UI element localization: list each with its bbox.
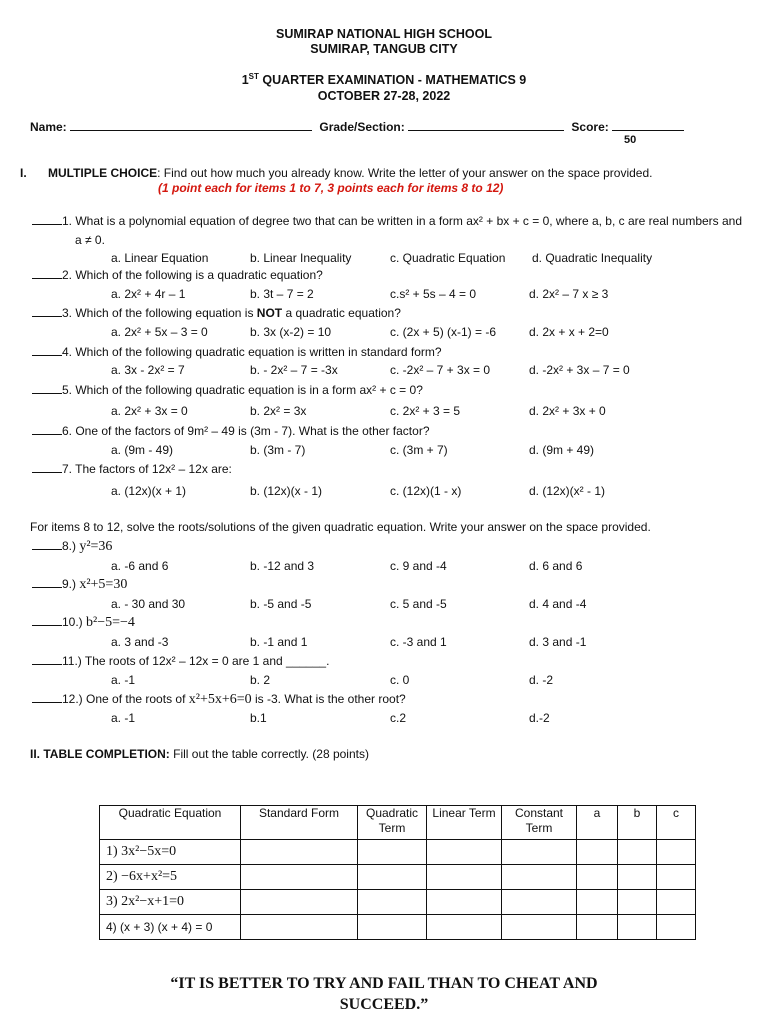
option-d: d.-2 bbox=[529, 711, 550, 725]
option-d: d. 3 and -1 bbox=[529, 635, 587, 649]
table-completion bbox=[99, 805, 696, 940]
answer-cell[interactable] bbox=[502, 865, 577, 890]
exam-date: OCTOBER 27-28, 2022 bbox=[317, 89, 451, 103]
option-c: c. -2x² – 7 + 3x = 0 bbox=[390, 363, 491, 377]
question-8: 8.) y²=36 bbox=[32, 539, 112, 555]
answer-cell[interactable] bbox=[657, 890, 696, 915]
items-8-12-instructions: For items 8 to 12, solve the roots/solutions of the given quadratic equation. Write your answer on the space provided. bbox=[30, 520, 651, 534]
header-b: b bbox=[618, 806, 657, 840]
answer-cell[interactable] bbox=[618, 865, 657, 890]
answer-cell[interactable] bbox=[358, 915, 427, 940]
grade-section-label: Grade/Section: bbox=[319, 120, 405, 134]
answer-blank[interactable] bbox=[32, 625, 62, 626]
option-b: b. 2 bbox=[250, 673, 271, 687]
option-d: d. Quadratic Inequality bbox=[532, 251, 653, 265]
option-b: b. Linear Inequality bbox=[250, 251, 352, 265]
student-info-row bbox=[30, 120, 684, 134]
option-b: b. 3x (x-2) = 10 bbox=[250, 325, 332, 339]
question-2: 2. Which of the following is a quadratic equation? bbox=[32, 268, 323, 282]
option-c: c. (3m + 7) bbox=[390, 443, 448, 457]
answer-cell[interactable] bbox=[427, 890, 502, 915]
answer-blank[interactable] bbox=[32, 355, 62, 356]
question-6: 6. One of the factors of 9m² – 49 is (3m - 7). What is the other factor? bbox=[32, 424, 430, 438]
equation-cell: 1) 3x²−5x=0 bbox=[100, 840, 241, 865]
header-a: a bbox=[577, 806, 618, 840]
question-4: 4. Which of the following quadratic equation is written in standard form? bbox=[32, 345, 442, 359]
answer-blank[interactable] bbox=[32, 702, 62, 703]
answer-cell[interactable] bbox=[502, 890, 577, 915]
question-1: 1. What is a polynomial equation of degree two that can be written in a form ax² + bx + c = 0, where a, b, c are real numbers and bbox=[32, 214, 742, 228]
option-d: d. 4 and -4 bbox=[529, 597, 587, 611]
answer-cell[interactable] bbox=[241, 890, 358, 915]
answer-blank[interactable] bbox=[32, 224, 62, 225]
option-a: a. 2x² + 4r – 1 bbox=[111, 287, 186, 301]
option-b: b. -1 and 1 bbox=[250, 635, 308, 649]
option-a: a. 2x² + 3x = 0 bbox=[111, 404, 188, 418]
question-5: 5. Which of the following quadratic equation is in a form ax² + c = 0? bbox=[32, 383, 423, 397]
answer-cell[interactable] bbox=[657, 915, 696, 940]
answer-cell[interactable] bbox=[657, 865, 696, 890]
part2-instructions: Fill out the table correctly. (28 points) bbox=[169, 747, 369, 761]
quote-line-2: SUCCEED.” bbox=[339, 996, 429, 1013]
question-9: 9.) x²+5=30 bbox=[32, 577, 127, 593]
answer-cell[interactable] bbox=[618, 890, 657, 915]
option-a: a. (9m - 49) bbox=[111, 443, 174, 457]
equation-cell: 2) −6x+x²=5 bbox=[100, 865, 241, 890]
option-d: d. 2x² – 7 x ≥ 3 bbox=[529, 287, 609, 301]
table-row bbox=[100, 865, 696, 890]
score-field[interactable] bbox=[612, 130, 684, 131]
option-b: b. -12 and 3 bbox=[250, 559, 315, 573]
answer-blank[interactable] bbox=[32, 549, 62, 550]
question-3: 3. Which of the following equation is NOT a quadratic equation? bbox=[32, 306, 401, 320]
score-label: Score: bbox=[571, 120, 609, 134]
answer-cell[interactable] bbox=[577, 915, 618, 940]
option-c: c. 9 and -4 bbox=[390, 559, 447, 573]
option-d: d. -2 bbox=[529, 673, 554, 687]
option-a: a. - 30 and 30 bbox=[111, 597, 186, 611]
option-d: d. 2x² + 3x + 0 bbox=[529, 404, 606, 418]
school-location: SUMIRAP, TANGUB CITY bbox=[310, 42, 458, 56]
answer-cell[interactable] bbox=[358, 865, 427, 890]
option-a: a. -1 bbox=[111, 711, 136, 725]
answer-cell[interactable] bbox=[502, 915, 577, 940]
table-row bbox=[100, 915, 696, 940]
option-b: b. (12x)(x - 1) bbox=[250, 484, 323, 498]
answer-cell[interactable] bbox=[657, 840, 696, 865]
equation-cell: 4) (x + 3) (x + 4) = 0 bbox=[100, 915, 241, 940]
option-d: d. 6 and 6 bbox=[529, 559, 583, 573]
school-name: SUMIRAP NATIONAL HIGH SCHOOL bbox=[276, 27, 492, 41]
answer-cell[interactable] bbox=[427, 840, 502, 865]
part2-heading bbox=[30, 747, 369, 761]
answer-cell[interactable] bbox=[241, 915, 358, 940]
exam-title: 1ST QUARTER EXAMINATION - MATHEMATICS 9 bbox=[241, 72, 527, 88]
answer-cell[interactable] bbox=[618, 915, 657, 940]
name-field[interactable] bbox=[70, 130, 312, 131]
quote-line-1: “IT IS BETTER TO TRY AND FAIL THAN TO CHEAT AND bbox=[170, 975, 598, 992]
option-d: d. (12x)(x² - 1) bbox=[529, 484, 606, 498]
answer-cell[interactable] bbox=[427, 915, 502, 940]
option-b: b. (3m - 7) bbox=[250, 443, 306, 457]
answer-blank[interactable] bbox=[32, 664, 62, 665]
option-c: c. 2x² + 3 = 5 bbox=[390, 404, 461, 418]
answer-cell[interactable] bbox=[358, 840, 427, 865]
answer-blank[interactable] bbox=[32, 278, 62, 279]
header-constant-term: Constant Term bbox=[502, 806, 577, 840]
table-row bbox=[100, 840, 696, 865]
answer-blank[interactable] bbox=[32, 472, 62, 473]
option-c: c. (2x + 5) (x-1) = -6 bbox=[390, 325, 497, 339]
header-quadratic-equation: Quadratic Equation bbox=[100, 806, 241, 840]
answer-blank[interactable] bbox=[32, 587, 62, 588]
option-a: a. 3x - 2x² = 7 bbox=[111, 363, 185, 377]
answer-cell[interactable] bbox=[577, 840, 618, 865]
option-c: c. 0 bbox=[390, 673, 410, 687]
table-header-row bbox=[100, 806, 696, 840]
answer-cell[interactable] bbox=[577, 865, 618, 890]
part1-points: (1 point each for items 1 to 7, 3 points each for items 8 to 12) bbox=[158, 181, 504, 195]
option-b: b. 2x² = 3x bbox=[250, 404, 307, 418]
part1-number: I. bbox=[20, 166, 27, 180]
question-7: 7. The factors of 12x² – 12x are: bbox=[32, 462, 232, 476]
option-b: b. - 2x² – 7 = -3x bbox=[250, 363, 338, 377]
option-a: a. (12x)(x + 1) bbox=[111, 484, 187, 498]
part2-title: II. TABLE COMPLETION: bbox=[30, 747, 170, 761]
option-a: a. Linear Equation bbox=[111, 251, 209, 265]
name-label: Name: bbox=[30, 120, 67, 134]
option-a: a. -1 bbox=[111, 673, 136, 687]
option-a: a. 2x² + 5x – 3 = 0 bbox=[111, 325, 208, 339]
option-b: b. -5 and -5 bbox=[250, 597, 312, 611]
option-c: c. Quadratic Equation bbox=[390, 251, 506, 265]
answer-blank[interactable] bbox=[32, 316, 62, 317]
part1-title: MULTIPLE CHOICE bbox=[48, 166, 158, 180]
answer-cell[interactable] bbox=[241, 865, 358, 890]
option-c: c. -3 and 1 bbox=[390, 635, 447, 649]
answer-cell[interactable] bbox=[358, 890, 427, 915]
answer-blank[interactable] bbox=[32, 393, 62, 394]
header-linear-term: Linear Term bbox=[427, 806, 502, 840]
answer-blank[interactable] bbox=[32, 434, 62, 435]
option-c: c. (12x)(1 - x) bbox=[390, 484, 462, 498]
header-c: c bbox=[657, 806, 696, 840]
table-row bbox=[100, 890, 696, 915]
question-10: 10.) b²−5=−4 bbox=[32, 615, 135, 631]
header-quadratic-term: Quadratic Term bbox=[358, 806, 427, 840]
option-d: d. 2x + x + 2=0 bbox=[529, 325, 609, 339]
option-b: b. 3t – 7 = 2 bbox=[250, 287, 314, 301]
question-12: 12.) One of the roots of x²+5x+6=0 is -3. What is the other root? bbox=[32, 692, 406, 708]
option-c: c.s² + 5s – 4 = 0 bbox=[390, 287, 477, 301]
header-standard-form: Standard Form bbox=[241, 806, 358, 840]
option-d: d. -2x² + 3x – 7 = 0 bbox=[529, 363, 630, 377]
answer-cell[interactable] bbox=[577, 890, 618, 915]
answer-cell[interactable] bbox=[427, 865, 502, 890]
option-a: a. -6 and 6 bbox=[111, 559, 169, 573]
answer-cell[interactable] bbox=[618, 840, 657, 865]
option-a: a. 3 and -3 bbox=[111, 635, 169, 649]
answer-cell[interactable] bbox=[502, 840, 577, 865]
option-b: b.1 bbox=[250, 711, 267, 725]
total-score: 50 bbox=[624, 134, 637, 146]
equation-cell: 3) 2x²−x+1=0 bbox=[100, 890, 241, 915]
option-c: c. 5 and -5 bbox=[390, 597, 447, 611]
question-1-cont: a ≠ 0. bbox=[75, 233, 105, 247]
part1-heading bbox=[48, 166, 652, 180]
option-c: c.2 bbox=[390, 711, 407, 725]
part1-instructions: : Find out how much you already know. Write the letter of your answer on the space provided. bbox=[157, 166, 653, 180]
answer-cell[interactable] bbox=[241, 840, 358, 865]
grade-section-field[interactable] bbox=[408, 130, 564, 131]
option-d: d. (9m + 49) bbox=[529, 443, 595, 457]
question-11: 11.) The roots of 12x² – 12x = 0 are 1 and ______. bbox=[32, 654, 329, 668]
